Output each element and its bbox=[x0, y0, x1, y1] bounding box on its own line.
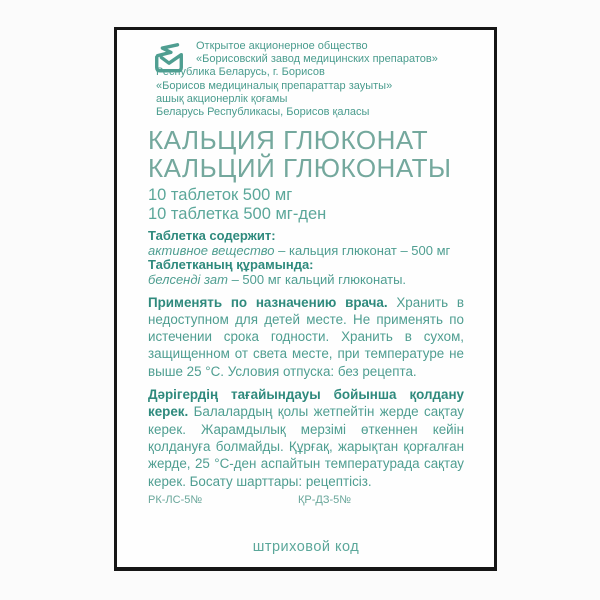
storage-paragraph-ru bbox=[148, 294, 464, 380]
barcode-caption: штриховой код bbox=[252, 538, 360, 555]
product-title-ru: КАЛЬЦИЯ ГЛЮКОНАТ bbox=[148, 125, 429, 156]
storage-lead-kz: Дәрігердің тағайындауы бойынша қолдану керек. bbox=[148, 387, 464, 420]
registration-number-ru: РК-ЛС-5№ bbox=[148, 493, 203, 506]
header-line: Беларусь Республикасы, Борисов қаласы bbox=[156, 106, 370, 119]
active-substance-value-ru: – кальция глюконат – 500 мг bbox=[274, 242, 451, 258]
composition-detail-ru bbox=[148, 244, 464, 259]
composition-heading-kz: Таблетканың құрамында: bbox=[148, 257, 314, 273]
storage-paragraph-kz bbox=[148, 386, 464, 490]
header-line: «Борисовский завод медицинских препаратов» bbox=[196, 53, 438, 66]
registration-row bbox=[148, 494, 464, 506]
header-line: «Борисов медициналық препараттар зауыты» bbox=[156, 79, 393, 92]
composition-detail-kz bbox=[148, 273, 464, 288]
storage-rest-kz: Балалардың қолы жетпейтін жерде сақтау керек. Жарамдылық мерзімі өткеннен кейін қолдануға болмайды. Құрғақ, жарықтан қорғалған жерде, 25 °С-ден аспайтын температурада сақтау керек. Босату шарттары: рецептісіз. bbox=[148, 404, 464, 489]
storage-lead-ru: Применять по назначению врача. bbox=[148, 294, 388, 310]
header-line: Открытое акционерное общество bbox=[196, 40, 368, 52]
product-title bbox=[148, 126, 464, 182]
dose-kz: 10 таблетка 500 мг-ден bbox=[148, 204, 327, 223]
active-substance-ru: активное вещество bbox=[148, 242, 275, 258]
product-title-kz: КАЛЬЦИЙ ГЛЮКОНАТЫ bbox=[148, 153, 452, 184]
registration-number-kz: ҚР-ДЗ-5№ bbox=[298, 493, 352, 506]
dose-ru: 10 таблеток 500 мг bbox=[148, 186, 293, 205]
active-substance-kz: белсенді зат bbox=[148, 272, 228, 287]
storage-rest-ru: Хранить в недоступном для детей месте. Не применять по истечении срока годности. Хранить в сухом, защищенном от света месте, при температуре не выше 25 °С. Условия отпуска: без рецепта. bbox=[148, 294, 464, 379]
composition-block bbox=[148, 229, 464, 287]
composition-heading-ru: Таблетка содержит: bbox=[148, 228, 276, 244]
manufacturer-header bbox=[148, 40, 464, 119]
dose-block bbox=[148, 186, 464, 223]
package-label-card bbox=[114, 27, 497, 571]
header-line: Республика Беларусь, г. Борисов bbox=[156, 66, 325, 79]
manufacturer-logo-icon bbox=[150, 41, 188, 75]
header-line: ашық акционерлік қоғамы bbox=[156, 92, 288, 105]
active-substance-value-kz: – 500 мг кальций глюконаты. bbox=[227, 272, 407, 287]
